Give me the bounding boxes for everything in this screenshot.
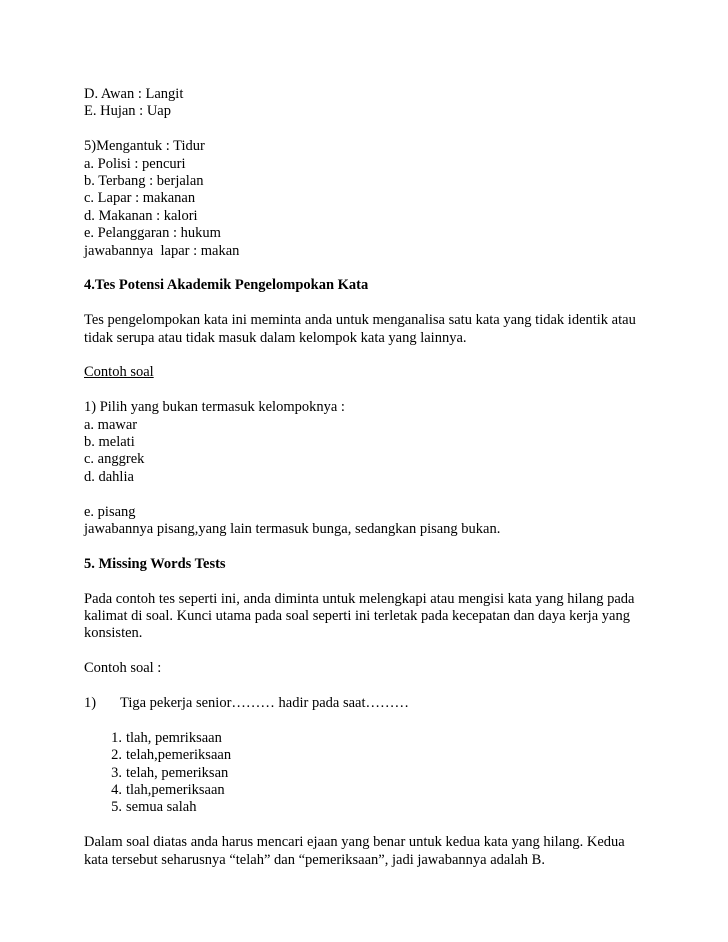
contoh-soal-label: Contoh soal (84, 364, 154, 381)
list-item: 4. tlah,pemeriksaan (111, 782, 225, 799)
explanation-line-1: Dalam soal diatas anda harus mencari ejaan yang benar untuk kedua kata yang hilang. Kedua (84, 834, 625, 851)
section-4-option-d: d. dahlia (84, 468, 134, 485)
section-4-heading: 4.Tes Potensi Akademik Pengelompokan Kata (84, 277, 369, 294)
question-5-option-c: c. Lapar : makanan (84, 190, 196, 207)
section-5-paragraph-line-3: konsisten. (84, 625, 143, 642)
section-4-option-c: c. anggrek (84, 451, 145, 468)
option-e-line: E. Hujan : Uap (84, 103, 171, 120)
question-5-option-a: a. Polisi : pencuri (84, 155, 186, 172)
section-5-question (84, 695, 654, 712)
list-item: 3. telah, pemeriksan (111, 764, 229, 781)
explanation-line-2: kata tersebut seharusnya “telah” dan “pemeriksaan”, jadi jawabannya adalah B. (84, 851, 545, 868)
section-5-paragraph-line-2: kalimat di soal. Kunci utama pada soal seperti ini terletak pada kecepatan dan daya kerja yang (84, 608, 630, 625)
section-4-option-a: a. mawar (84, 416, 138, 433)
question-5-option-e: e. Pelanggaran : hukum (84, 225, 221, 242)
section-4-answer: jawabannya pisang,yang lain termasuk bunga, sedangkan pisang bukan. (84, 521, 501, 538)
list-item: 5. semua salah (111, 799, 197, 816)
section-4-paragraph-line-2: tidak serupa atau tidak masuk dalam kelompok kata yang lainnya. (84, 329, 467, 346)
document-page (84, 86, 654, 869)
list-item: 2. telah,pemeriksaan (111, 747, 232, 764)
section-4-option-b: b. melati (84, 434, 135, 451)
section-4-paragraph-line-1: Tes pengelompokan kata ini meminta anda untuk menganalisa satu kata yang tidak identik atau (84, 312, 636, 329)
section-4-question-line: 1) Pilih yang bukan termasuk kelompoknya : (84, 399, 345, 416)
question-5-option-b: b. Terbang : berjalan (84, 173, 204, 190)
section-4-option-e: e. pisang (84, 503, 136, 520)
question-5-answer: jawabannya lapar : makan (84, 242, 240, 259)
contoh-soal-label-2: Contoh soal : (84, 660, 162, 677)
section-5-paragraph-line-1: Pada contoh tes seperti ini, anda diminta untuk melengkapi atau mengisi kata yang hilang pada (84, 590, 635, 607)
answer-options-list (84, 730, 654, 817)
option-d-line: D. Awan : Langit (84, 86, 184, 102)
question-number: 1) (84, 695, 97, 712)
question-5-option-d: d. Makanan : kalori (84, 207, 198, 224)
question-5-title: 5)Mengantuk : Tidur (84, 138, 205, 155)
question-text: Tiga pekerja senior……… hadir pada saat……… (120, 695, 409, 712)
section-5-heading: 5. Missing Words Tests (84, 555, 226, 572)
list-item: 1. tlah, pemriksaan (111, 729, 222, 746)
